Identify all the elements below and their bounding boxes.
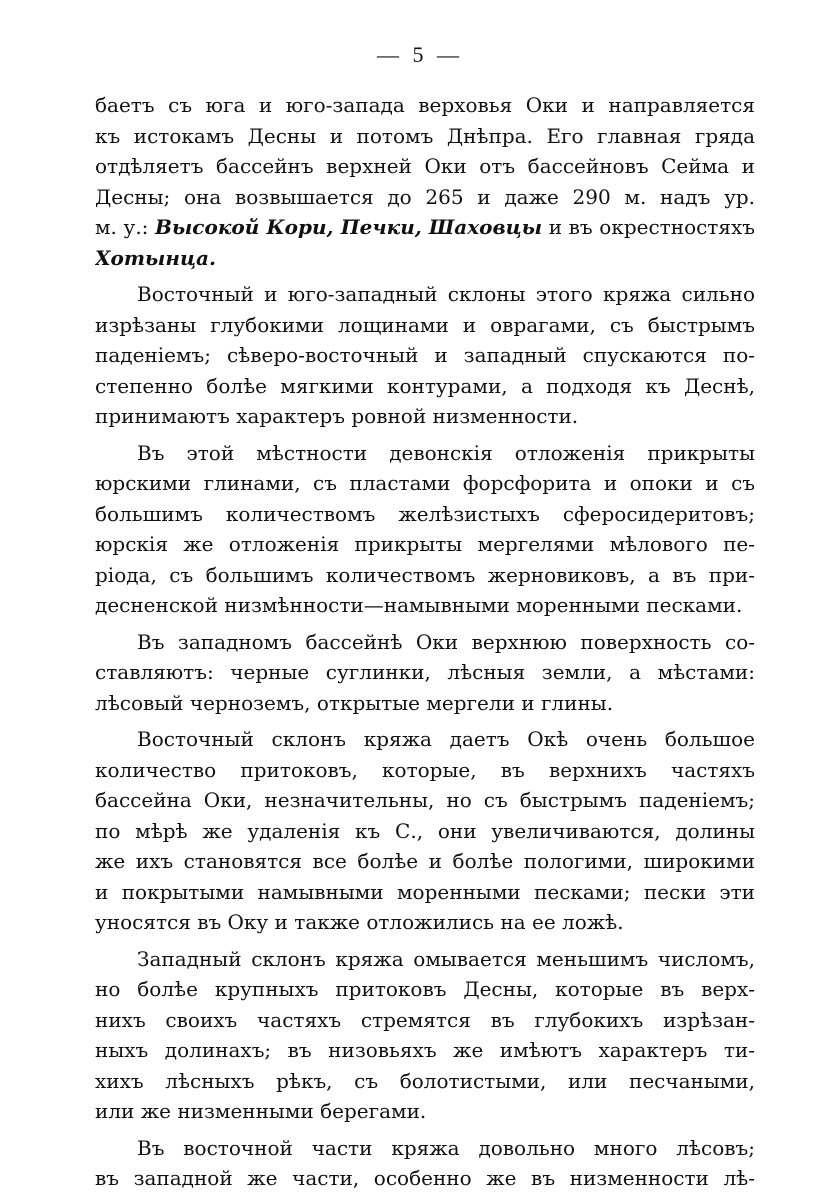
text-line: ставляютъ: черные суглинки, лѣсныя земли, а мѣстами: (95, 660, 755, 684)
text-line: изрѣзаны глубокими лощинами и оврагами, съ быстрымъ (95, 312, 755, 337)
text-line: нихъ своихъ частяхъ стремятся въ глубокихъ изрѣзан- (95, 1007, 755, 1032)
text-line: лѣсовый черноземъ, открытые мергели и глины. (95, 690, 614, 715)
page-number: — 5 — (377, 42, 463, 67)
text-line (95, 212, 755, 243)
paragraph-start-line: Западный склонъ кряжа омывается меньшимъ числомъ, (137, 946, 755, 971)
place-name-italic: Хотынца. (95, 245, 216, 270)
text-line: бассейна Оки, незначительны, но съ быстрымъ паденіемъ; (95, 788, 755, 812)
text-line: баетъ съ юга и юго-запада верховья Оки и направляется (95, 93, 755, 117)
text-line: ріода, съ большимъ количествомъ жерновиковъ, а въ при- (95, 562, 755, 587)
text-span: м. у.: (95, 215, 156, 239)
text-line: и покрытыми намывными моренными песками; пески эти (95, 879, 755, 904)
paragraph-start-line: Въ восточной части кряжа довольно много лѣсовъ; (137, 1135, 755, 1160)
paragraph-start-line: Восточный и юго-западный склоны этого кряжа сильно (137, 282, 755, 306)
text-line: десненской низмѣнности—намывными моренными песками. (95, 593, 743, 617)
text-line: паденіемъ; сѣверо-восточный и западный спускаются по- (95, 343, 755, 367)
text-line: Десны; она возвышается до 265 и даже 290 м. надъ ур. (95, 184, 755, 209)
text-span: и въ окрестностяхъ (542, 215, 755, 239)
text-line: принимаютъ характеръ ровной низменности. (95, 404, 579, 428)
text-line: уносятся въ Оку и также отложились на ее ложѣ. (95, 910, 624, 934)
place-names-italic: Высокой Кори, Печки, Шаховцы (155, 215, 543, 239)
body-text (95, 90, 755, 1194)
text-line: юрскими глинами, съ пластами форсфорита и опоки и съ (95, 471, 755, 495)
text-line: юрскія же отложенія прикрыты мергелями мѣлового пе- (95, 532, 755, 556)
text-line (95, 243, 755, 274)
paragraph-start-line: Въ западномъ бассейнѣ Оки верхнюю поверхность со- (137, 629, 755, 654)
text-line: отдѣляетъ бассейнъ верхней Оки отъ бассейновъ Сейма и (95, 154, 755, 178)
text-line: или же низменными берегами. (95, 1099, 427, 1123)
text-line: же ихъ становятся все болѣе и болѣе пологими, широкими (95, 849, 755, 873)
text-line: количество притоковъ, которые, въ верхнихъ частяхъ (95, 757, 755, 782)
text-line: хихъ лѣсныхъ рѣкъ, съ болотистыми, или песчаными, (95, 1068, 755, 1093)
text-line: въ западной же части, особенно же въ низменности лѣ- (95, 1166, 755, 1190)
text-line: ныхъ долинахъ; въ низовьяхъ же имѣютъ характеръ ти- (95, 1038, 755, 1062)
text-line: но болѣе крупныхъ притоковъ Десны, которые въ верх- (95, 977, 755, 1001)
text-line: по мѣрѣ же удаленія къ С., они увеличиваются, долины (95, 818, 755, 843)
paragraph-start-line: Восточный склонъ кряжа даетъ Окѣ очень большое (137, 727, 755, 751)
text-line: большимъ количествомъ желѣзистыхъ сферосидеритовъ; (95, 501, 755, 526)
paragraph-start-line: Въ этой мѣстности девонскія отложенія прикрыты (137, 440, 755, 465)
text-line: степенно болѣе мягкими контурами, а подходя къ Деснѣ, (95, 373, 755, 398)
text-line: къ истокамъ Десны и потомъ Днѣпра. Его главная гряда (95, 123, 755, 148)
